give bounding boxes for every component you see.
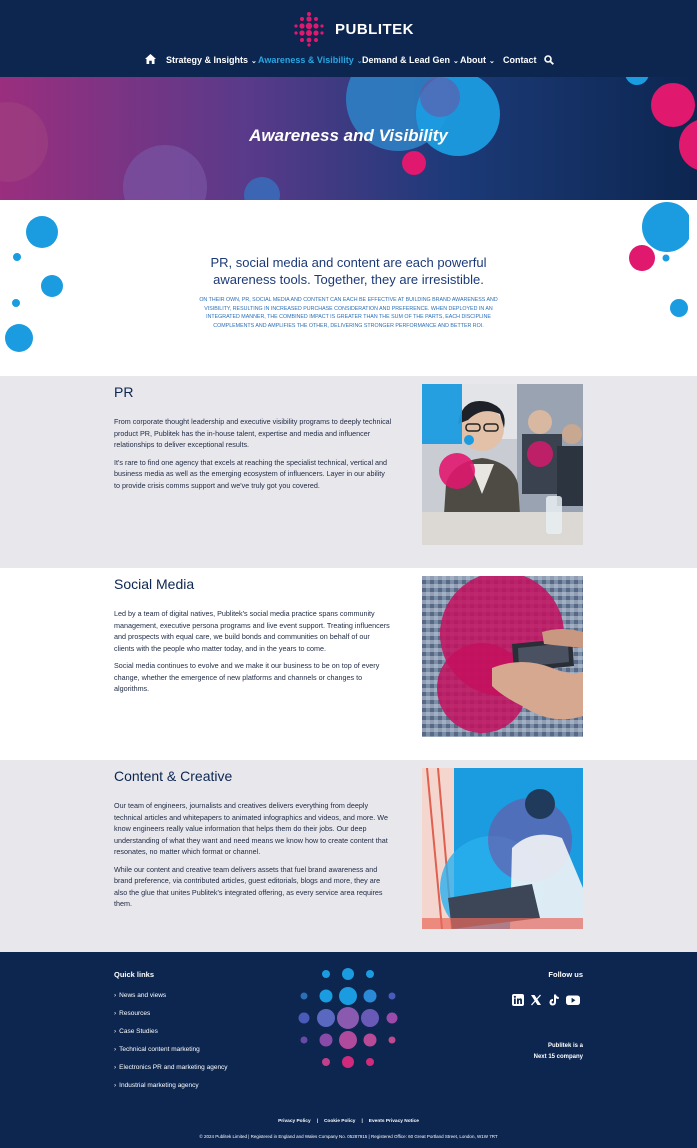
- social-media-body: [114, 608, 392, 701]
- chevron-down-icon: ⌄: [356, 58, 363, 65]
- quick-links-list: [114, 992, 228, 1100]
- quick-link-label: Case Studies: [119, 1028, 158, 1035]
- content-creative-paragraph: While our content and creative team delivers assets that fuel brand awareness and brand preference, via contributed articles, guest editorials, blogs and more, they are also the glue that unites Publitek's integrated offering, as every service area requires them.: [114, 864, 383, 908]
- chevron-right-icon: ›: [114, 992, 117, 999]
- quick-link-news-and-views[interactable]: [114, 992, 228, 1010]
- content-creative-title: Content & Creative: [114, 768, 233, 784]
- next15-line: Publitek is a: [547, 1043, 583, 1049]
- social-media-paragraph: Led by a team of digital natives, Publitek's social media practice spans community management, executive persona programs and live event support. Treating influencers and prospects with equal care, we build bonds and communities on behalf of our clients with the people who matter today, and in the years to come.: [114, 609, 390, 653]
- quick-link-industrial-marketing[interactable]: [114, 1082, 228, 1100]
- pr-body: [114, 416, 392, 497]
- intro-section: [0, 200, 697, 376]
- linkedin-link[interactable]: [512, 993, 524, 1005]
- nav-strategy-insights-label: Strategy & Insights: [166, 55, 249, 65]
- social-media-paragraph: Social media continues to evolve and we make it our business to be on top of every change, whether the emergence of new platforms and channels or changes to algorithms.: [114, 661, 380, 693]
- chevron-right-icon: ›: [114, 1010, 117, 1017]
- nav-strategy-insights[interactable]: [166, 55, 257, 65]
- follow-us-title: Follow us: [548, 970, 583, 979]
- social-media-phone-photo: [422, 576, 583, 737]
- nav-about[interactable]: [460, 55, 495, 65]
- social-media-section: [0, 568, 697, 760]
- quick-link-label: Electronics PR and marketing agency: [119, 1064, 228, 1071]
- pr-paragraph: From corporate thought leadership and executive visibility programs to deeply technical product PR, Publitek has the in-house talent, expertise and media and influencer relationships to deliver exceptional results.: [114, 417, 392, 449]
- footer-dots-icon: [294, 966, 404, 1072]
- legal-links: [0, 1119, 697, 1124]
- chevron-down-icon: ⌄: [489, 58, 495, 65]
- hero-title: Awareness and Visibility: [249, 126, 448, 145]
- nav-awareness-visibility-label: Awareness & Visibility: [258, 55, 354, 65]
- logo-dots-icon: [291, 11, 331, 47]
- nav-awareness-visibility[interactable]: [258, 55, 363, 65]
- youtube-link[interactable]: [566, 993, 580, 1005]
- nav-demand-lead-gen[interactable]: [362, 55, 459, 65]
- linkedin-icon: [512, 994, 524, 1006]
- pr-speaker-photo: [422, 384, 583, 545]
- nav-about-label: About: [460, 55, 486, 65]
- nav-contact-label: Contact: [503, 55, 537, 65]
- hero-banner: [0, 77, 697, 200]
- x-icon: [530, 994, 542, 1006]
- nav-demand-lead-gen-label: Demand & Lead Gen: [362, 55, 451, 65]
- content-creative-body: [114, 800, 392, 916]
- pr-title: PR: [114, 384, 134, 400]
- quick-link-resources[interactable]: [114, 1010, 228, 1028]
- chevron-right-icon: ›: [114, 1064, 117, 1071]
- search-icon: [544, 55, 554, 65]
- nav-search[interactable]: [544, 55, 554, 67]
- x-link[interactable]: [530, 993, 542, 1005]
- privacy-policy-link[interactable]: Privacy Policy: [278, 1119, 311, 1124]
- social-links: [512, 993, 582, 1007]
- pr-image: [422, 384, 583, 545]
- copyright-text: © 2024 Publitek Limited | Registered in England and Wales Company No. 05287915 | Registered Office: 60 Great Portland Street, London, W1W 7RT: [199, 1134, 498, 1139]
- intro-heading: PR, social media and content are each powerful awareness tools. Together, they are irresistible.: [210, 255, 487, 287]
- social-media-title: Social Media: [114, 576, 195, 592]
- separator: |: [316, 1119, 318, 1124]
- content-creative-image: [422, 768, 583, 929]
- tiktok-link[interactable]: [548, 993, 560, 1005]
- youtube-icon: [566, 994, 580, 1006]
- chevron-down-icon: ⌄: [453, 58, 459, 65]
- pr-section: [0, 376, 697, 568]
- chevron-right-icon: ›: [114, 1046, 117, 1053]
- quick-links-title: Quick links: [114, 970, 155, 979]
- content-creative-paragraph: Our team of engineers, journalists and creatives delivers everything from deeply technical articles and whitepapers to animated infographics and videos, and more. We know engineers really value information that helps them do their jobs. Our deep understanding of what they want and need means we know how to create content that resonates, no matter which format or channel.: [114, 801, 388, 856]
- quick-link-label: News and views: [119, 992, 167, 999]
- pr-paragraph: It's rare to find one agency that excels at reaching the specialist technical, vertical and business media as well as the emerging ecosystem of influencers. Layer in our ability to provide crisis comms support and we've truly got you covered.: [114, 457, 388, 490]
- quick-link-label: Technical content marketing: [119, 1046, 200, 1053]
- chevron-right-icon: ›: [114, 1082, 117, 1089]
- logo-wordmark: PUBLITEK: [335, 21, 414, 38]
- intro-bubbles: [0, 200, 697, 376]
- social-media-image: [422, 576, 583, 737]
- next15-note: [503, 1041, 583, 1063]
- content-creative-laptop-photo: [422, 768, 583, 929]
- site-logo[interactable]: [291, 11, 421, 47]
- tiktok-icon: [548, 994, 560, 1006]
- quick-link-electronics-pr[interactable]: [114, 1064, 228, 1082]
- separator: |: [361, 1119, 363, 1124]
- intro-subtext: ON THEIR OWN, PR, SOCIAL MEDIA AND CONTENT CAN EACH BE EFFECTIVE AT BUILDING BRAND AWARENESS AND VISIBILITY, RESULTING IN INCREASED PURCHASE CONSIDERATION AND PREFERENCE. WHEN DEPLOYED IN AN INTEGRATED MANNER, THE COMBINED IMPACT IS GREATER THAN THE SUM OF THE PARTS, EACH DISCIPLINE COMPLEMENTS AND AMPLIFIES THE OTHER, DELIVERING STRONGER PERFORMANCE AND BETTER ROI.: [199, 297, 498, 329]
- nav-home[interactable]: [145, 54, 156, 66]
- site-header: [0, 0, 697, 77]
- nav-contact[interactable]: [503, 55, 537, 65]
- main-nav: [0, 55, 697, 69]
- quick-link-label: Resources: [119, 1010, 151, 1017]
- quick-link-technical-content-marketing[interactable]: [114, 1046, 228, 1064]
- events-privacy-notice-link[interactable]: Events Privacy Notice: [368, 1119, 419, 1124]
- quick-link-label: Industrial marketing agency: [119, 1082, 199, 1089]
- site-footer: [0, 952, 697, 1148]
- home-icon: [145, 54, 156, 64]
- chevron-down-icon: ⌄: [251, 58, 257, 65]
- chevron-right-icon: ›: [114, 1028, 117, 1035]
- next15-line: Next 15 company: [533, 1054, 583, 1060]
- cookie-policy-link[interactable]: Cookie Policy: [323, 1119, 356, 1124]
- content-creative-section: [0, 760, 697, 952]
- quick-link-case-studies[interactable]: [114, 1028, 228, 1046]
